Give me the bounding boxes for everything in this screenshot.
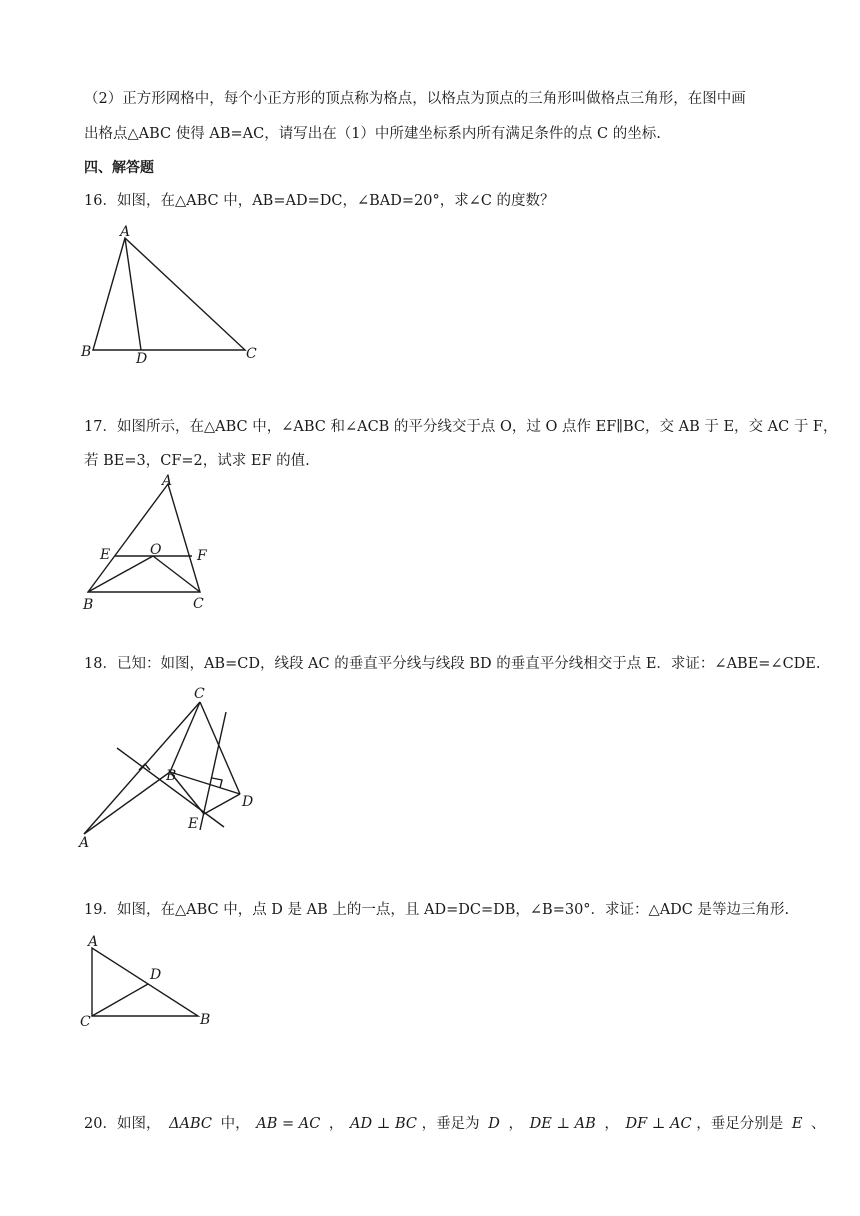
q18-segment-cb <box>170 702 200 772</box>
part2-line-2: 出格点△ABC 使得 AB=AC，请写出在（1）中所建坐标系内所有满足条件的点 C 的坐标. <box>84 126 661 142</box>
q18-segment-ac <box>84 702 200 834</box>
q18-perp-bisector-ac <box>117 748 224 827</box>
q16-label-c: C <box>246 346 257 362</box>
q18-label-b: B <box>166 768 177 784</box>
q20-comma-3: ， <box>604 1116 619 1132</box>
q20-comma-2: ， <box>508 1116 523 1132</box>
q20-triangle-abc: ΔABC <box>169 1116 213 1132</box>
q16-triangle <box>93 238 245 350</box>
q18-label-e: E <box>188 816 199 832</box>
q18-label-c: C <box>194 686 205 702</box>
q17-line-1: 17．如图所示，在△ABC 中，∠ABC 和∠ACB 的平分线交于点 O，过 O 点作 EF∥BC，交 AB 于 E，交 AC 于 F， <box>84 419 838 435</box>
q19-label-d: D <box>150 967 162 983</box>
q17-figure <box>78 474 228 614</box>
q19-text: 19．如图，在△ABC 中，点 D 是 AB 上的一点，且 AD=DC=DB，∠B=30°．求证：△ADC 是等边三角形. <box>84 902 790 918</box>
q18-label-a: A <box>79 835 90 851</box>
q18-figure <box>72 682 272 852</box>
q17-label-b: B <box>83 597 94 613</box>
q18-segment-bd <box>170 772 240 794</box>
q16-text: 16．如图，在△ABC 中，AB=AD=DC，∠BAD=20°，求∠C 的度数？ <box>84 193 555 209</box>
q17-label-e: E <box>100 547 111 563</box>
q20-perp-ad-bc: AD ⊥ BC <box>350 1116 418 1132</box>
q18-segment-de <box>204 794 240 814</box>
q20-eq-ab-ac: AB = AC <box>256 1116 321 1132</box>
q19-label-c: C <box>80 1014 91 1030</box>
q17-segment-bo <box>88 556 153 592</box>
q19-label-a: A <box>88 934 99 950</box>
q20-prefix: 20．如图， <box>84 1116 161 1132</box>
q19-triangle <box>92 948 198 1016</box>
q20-point-d: D <box>488 1116 500 1132</box>
q16-figure <box>78 220 278 370</box>
q19-figure <box>78 932 228 1032</box>
q20-comma-1: ， <box>328 1116 344 1132</box>
q17-label-c: C <box>193 596 204 612</box>
q17-label-a: A <box>162 474 173 489</box>
q20-text <box>84 1114 826 1134</box>
q16-segment-ad <box>125 238 141 350</box>
q19-segment-cd <box>92 984 148 1016</box>
part2-line-1: （2）正方形网格中，每个小正方形的顶点称为格点，以格点为顶点的三角形叫做格点三角形，在图中画 <box>84 91 746 107</box>
q17-label-f: F <box>197 548 207 564</box>
q20-point-e: E <box>791 1116 803 1132</box>
q20-word-1: 中， <box>220 1116 250 1132</box>
q20-perp-df-ac: DF ⊥ AC <box>625 1116 692 1132</box>
q17-segment-co <box>153 556 200 592</box>
q20-word-2: ，垂足为 <box>421 1116 480 1132</box>
q20-perp-de-ab: DE ⊥ AB <box>529 1116 596 1132</box>
q16-label-b: B <box>81 344 92 360</box>
q18-text: 18．已知：如图，AB=CD，线段 AC 的垂直平分线与线段 BD 的垂直平分线相交于点 E．求证：∠ABE=∠CDE. <box>84 656 821 672</box>
q17-triangle <box>88 484 200 592</box>
q20-tail: 、 <box>811 1116 826 1132</box>
q19-label-b: B <box>200 1012 211 1028</box>
q16-label-a: A <box>120 224 131 240</box>
q18-segment-ab <box>84 772 170 834</box>
section-title: 四、解答题 <box>84 160 154 176</box>
q20-word-3: ，垂足分别是 <box>696 1116 784 1132</box>
q18-label-d: D <box>242 794 254 810</box>
q18-perp-bisector-bd <box>200 712 226 830</box>
q17-line-2: 若 BE=3，CF=2，试求 EF 的值. <box>84 453 310 469</box>
q16-label-d: D <box>136 351 148 367</box>
q17-label-o: O <box>150 542 162 558</box>
